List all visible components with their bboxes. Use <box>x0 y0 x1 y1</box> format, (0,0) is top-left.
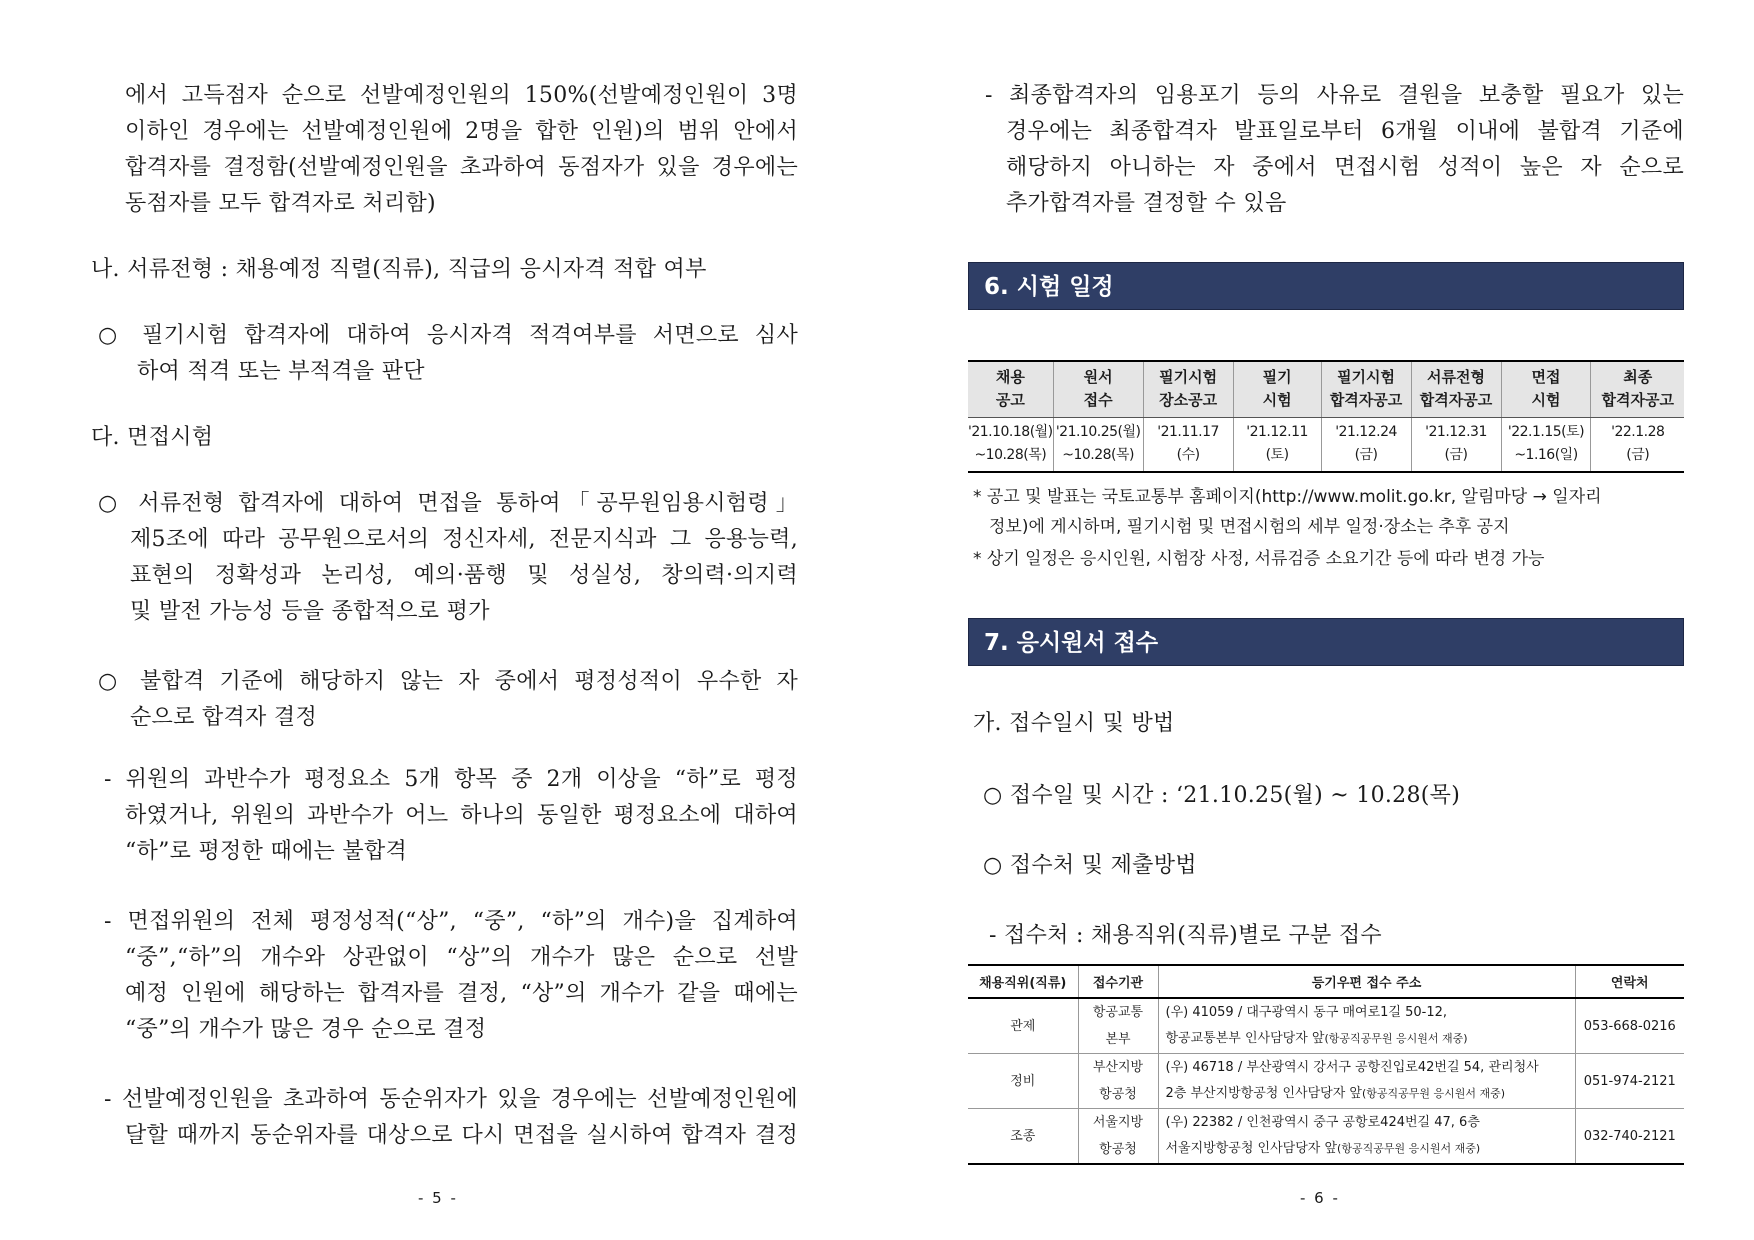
section-header-schedule <box>968 262 1684 310</box>
header-cell: 접수기관 <box>1078 965 1158 998</box>
header-cell: 연락처 <box>1575 965 1684 998</box>
agency-cell: 부산지방 항공청 <box>1078 1054 1158 1109</box>
date-cell: '22.1.15(토) ~1.16(일) <box>1501 417 1591 472</box>
dash-line: “중”의 개수가 많은 경우 순으로 결정 <box>125 1017 487 1042</box>
address-cell: (우) 41059 / 대구광역시 동구 매여로1길 50-12, 항공교통본부 인사담당자 앞(항공직공무원 응시원서 재중) <box>1158 998 1575 1054</box>
dash-line: 달할 때까지 동순위자를 대상으로 다시 면접을 실시하여 합격자 결정 <box>125 1123 798 1148</box>
bullet-line: 표현의 정확성과 논리성, 예의·품행 및 성실성, 창의력·의지력 <box>130 563 798 588</box>
para-line: 동점자를 모두 합격자로 처리함) <box>125 191 436 216</box>
header-cell: 필기시험 합격자공고 <box>1321 361 1411 417</box>
date-cell: '21.10.25(월) ~10.28(목) <box>1053 417 1143 472</box>
dash-line: “하”로 평정한 때에는 불합격 <box>125 839 408 864</box>
section-title: 6. 시험 일정 <box>984 274 1114 300</box>
schedule-note: 정보)에 게시하며, 필기시험 및 면접시험의 세부 일정·장소는 추후 공지 <box>989 517 1510 537</box>
schedule-table <box>968 360 1684 473</box>
phone-cell: 053-668-0216 <box>1575 998 1684 1054</box>
header-cell: 등기우편 접수 주소 <box>1158 965 1575 998</box>
dash-line: - 면접위원의 전체 평정성적(“상”, “중”, “하”의 개수)을 집계하여 <box>104 909 798 934</box>
dash-line: 추가합격자를 결정할 수 있음 <box>1006 191 1287 216</box>
table-row <box>968 998 1684 1054</box>
phone-cell: 032-740-2121 <box>1583 1128 1676 1144</box>
header-cell: 필기 시험 <box>1233 361 1321 417</box>
agency-cell: 서울지방 항공청 <box>1078 1109 1158 1165</box>
section-header-application <box>968 618 1684 666</box>
heading-ga: 가. 접수일시 및 방법 <box>973 711 1175 736</box>
dash-line: - 접수처 : 채용직위(직류)별로 구분 접수 <box>989 923 1382 948</box>
bullet-line: 하여 적격 또는 부적격을 판단 <box>137 359 425 384</box>
bullet-line: ○ 불합격 기준에 해당하지 않는 자 중에서 평정성적이 우수한 자 <box>98 669 798 694</box>
header-cell: 필기시험 장소공고 <box>1143 361 1233 417</box>
bullet-line: ○ 서류전형 합격자에 대하여 면접을 통하여「공무원임용시험령」 <box>98 491 798 516</box>
table-header-row <box>968 965 1684 998</box>
bullet-line: ○ 필기시험 합격자에 대하여 응시자격 적격여부를 서면으로 심사 <box>98 323 798 348</box>
page-number: - 5 - <box>418 1189 458 1207</box>
bullet-line: ○ 접수일 및 시간 : ‘21.10.25(월) ~ 10.28(목) <box>983 783 1461 808</box>
position-cell: 정비 <box>968 1054 1078 1109</box>
date-cell: '21.12.11 (토) <box>1233 417 1321 472</box>
bullet-line: ○ 접수처 및 제출방법 <box>983 853 1197 878</box>
header-cell: 서류전형 합격자공고 <box>1411 361 1501 417</box>
bullet-line: 순으로 합격자 결정 <box>130 705 318 730</box>
dash-line: 경우에는 최종합격자 발표일로부터 6개월 이내에 불합격 기준에 <box>1006 119 1684 144</box>
dash-line: 해당하지 아니하는 자 중에서 면접시험 성적이 높은 자 순으로 <box>1006 155 1684 180</box>
table-row <box>968 1109 1684 1165</box>
receipt-table <box>968 964 1684 1165</box>
dash-line: - 최종합격자의 임용포기 등의 사유로 결원을 보충할 필요가 있는 <box>985 83 1684 108</box>
header-cell: 채용 공고 <box>968 361 1053 417</box>
header-cell: 최종 합격자공고 <box>1591 361 1684 417</box>
table-row <box>968 417 1684 472</box>
position-cell: 조종 <box>968 1109 1078 1165</box>
para-line: 합격자를 결정함(선발예정인원을 초과하여 동점자가 있을 경우에는 <box>125 155 798 180</box>
dash-line: - 위원의 과반수가 평정요소 5개 항목 중 2개 이상을 “하”로 평정 <box>104 767 798 792</box>
para-line: 이하인 경우에는 선발예정인원에 2명을 합한 인원)의 범위 안에서 <box>125 119 798 144</box>
right-page <box>877 0 1754 1240</box>
table-row <box>968 1054 1684 1109</box>
date-cell: '21.12.24 (금) <box>1321 417 1411 472</box>
address-cell: (우) 46718 / 부산광역시 강서구 공항진입로42번길 54, 관리청사 2층 부산지방항공청 인사담당자 앞(항공직공무원 응시원서 재중) <box>1158 1054 1575 1109</box>
bullet-line: 제5조에 따라 공무원으로서의 정신자세, 전문지식과 그 응용능력, <box>130 527 798 552</box>
date-cell: '21.11.17 (수) <box>1143 417 1233 472</box>
position-cell: 관제 <box>968 998 1078 1054</box>
schedule-note: * 상기 일정은 응시인원, 시험장 사정, 서류검증 소요기간 등에 따라 변경 가능 <box>973 549 1545 569</box>
para-line: 에서 고득점자 순으로 선발예정인원의 150%(선발예정인원이 3명 <box>125 83 798 108</box>
dash-line: 하였거나, 위원의 과반수가 어느 하나의 동일한 평정요소에 대하여 <box>125 803 798 828</box>
agency-cell: 항공교통 본부 <box>1078 998 1158 1054</box>
dash-line: 예정 인원에 해당하는 합격자를 결정, “상”의 개수가 같을 때에는 <box>125 981 798 1006</box>
section-title: 7. 응시원서 접수 <box>984 630 1159 656</box>
header-cell: 면접 시험 <box>1501 361 1591 417</box>
date-cell: '21.10.18(월) ~10.28(목) <box>968 417 1053 472</box>
dash-line: “중”,“하”의 개수와 상관없이 “상”의 개수가 많은 순으로 선발 <box>125 945 798 970</box>
address-cell: (우) 22382 / 인천광역시 중구 공항로424번길 47, 6층 서울지방항공청 인사담당자 앞(항공직공무원 응시원서 재중) <box>1158 1109 1575 1165</box>
date-cell: '21.12.31 (금) <box>1411 417 1501 472</box>
schedule-note: * 공고 및 발표는 국토교통부 홈페이지(http://www.molit.go.kr, 알림마당 → 일자리 <box>973 487 1602 507</box>
date-cell: '22.1.28 (금) <box>1611 424 1665 464</box>
header-cell: 채용직위(직류) <box>968 965 1078 998</box>
dash-line: - 선발예정인원을 초과하여 동순위자가 있을 경우에는 선발예정인원에 <box>104 1087 798 1112</box>
page-number: - 6 - <box>1300 1189 1340 1207</box>
bullet-line: 및 발전 가능성 등을 종합적으로 평가 <box>130 599 490 624</box>
header-cell: 원서 접수 <box>1053 361 1143 417</box>
table-header-row <box>968 361 1684 417</box>
heading-na: 나. 서류전형 : 채용예정 직렬(직류), 직급의 응시자격 적합 여부 <box>91 257 707 282</box>
heading-da: 다. 면접시험 <box>91 425 214 450</box>
phone-cell: 051-974-2121 <box>1575 1054 1684 1109</box>
